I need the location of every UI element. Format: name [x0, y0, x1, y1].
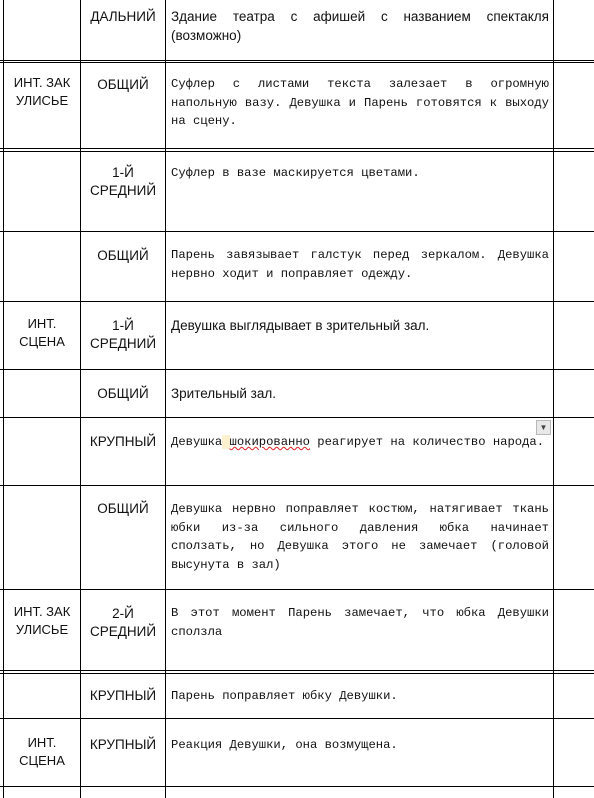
- column-border: [80, 0, 81, 798]
- description-cell[interactable]: [171, 433, 549, 452]
- shot-size-cell[interactable]: КРУПНЫЙ: [89, 434, 157, 449]
- row-border: [0, 369, 594, 370]
- description-cell[interactable]: Зрительный зал.: [171, 386, 276, 401]
- shot-size-cell[interactable]: ОБЩИЙ: [97, 248, 149, 263]
- description-cell[interactable]: Девушка нервно поправляет костюм, натягивает ткань юбки из-за сильного давления юбка начинает сползать, но Девушка этого не замечает (головой высунута в зал): [171, 502, 549, 572]
- shot-size-cell[interactable]: ДАЛЬНИЙ: [90, 9, 156, 24]
- row-border: [0, 62, 594, 63]
- description-cell[interactable]: Реакция Девушки, она возмущена.: [171, 738, 398, 752]
- location-cell[interactable]: ИНТ. СЦЕНА: [19, 735, 65, 768]
- shot-size-cell[interactable]: ОБЩИЙ: [97, 501, 149, 516]
- row-border: [0, 673, 594, 674]
- dropdown-arrow-icon[interactable]: ▼: [536, 420, 551, 435]
- row-border: [0, 485, 594, 486]
- row-border: [0, 670, 594, 671]
- shot-size-cell[interactable]: ОБЩИЙ: [97, 386, 149, 401]
- shot-size-cell[interactable]: 2-Й СРЕДНИЙ: [90, 606, 157, 639]
- column-border: [553, 0, 554, 798]
- row-border: [0, 417, 594, 418]
- column-border: [165, 0, 166, 798]
- shot-size-cell[interactable]: КРУПНЫЙ: [89, 737, 157, 752]
- row-border: [0, 301, 594, 302]
- description-text: реагирует на количество народа.: [309, 435, 545, 449]
- description-cell[interactable]: Здание театра с афишей с названием спектакля (возможно): [171, 9, 549, 43]
- shot-size-cell[interactable]: КРУПНЫЙ: [89, 688, 157, 703]
- description-cell[interactable]: Парень завязывает галстук перед зеркалом. Девушка нервно ходит и поправляет одежду.: [171, 248, 549, 281]
- description-word: Девушка: [171, 435, 223, 449]
- shot-size-cell[interactable]: 1-Й СРЕДНИЙ: [90, 165, 157, 198]
- column-border: [3, 0, 4, 798]
- row-border: [0, 231, 594, 232]
- description-cell[interactable]: Девушка выглядывает в зрительный зал.: [171, 318, 430, 333]
- location-cell[interactable]: ИНТ. СЦЕНА: [19, 316, 65, 349]
- row-border: [0, 718, 594, 719]
- row-border: [0, 60, 594, 61]
- description-cell[interactable]: Суфлер с листами текста залезает в огромную напольную вазу. Девушка и Парень готовятся к выходу на сцену.: [171, 77, 549, 128]
- shot-size-cell[interactable]: ОБЩИЙ: [97, 77, 149, 92]
- row-border: [0, 589, 594, 590]
- row-border: [0, 151, 594, 152]
- spellcheck-word[interactable]: шокированно: [229, 435, 310, 449]
- shot-size-cell[interactable]: 1-Й СРЕДНИЙ: [90, 318, 157, 351]
- description-cell[interactable]: Парень поправляет юбку Девушки.: [171, 689, 398, 703]
- row-border: [0, 148, 594, 149]
- description-cell[interactable]: Суфлер в вазе маскируется цветами.: [171, 166, 420, 180]
- location-cell[interactable]: ИНТ. ЗАКУЛИСЬЕ: [13, 75, 71, 108]
- description-cell[interactable]: В этот момент Парень замечает, что юбка Девушки сползла: [171, 606, 549, 639]
- location-cell[interactable]: ИНТ. ЗАКУЛИСЬЕ: [13, 604, 71, 637]
- row-border: [0, 786, 594, 787]
- text-selection: [222, 435, 229, 449]
